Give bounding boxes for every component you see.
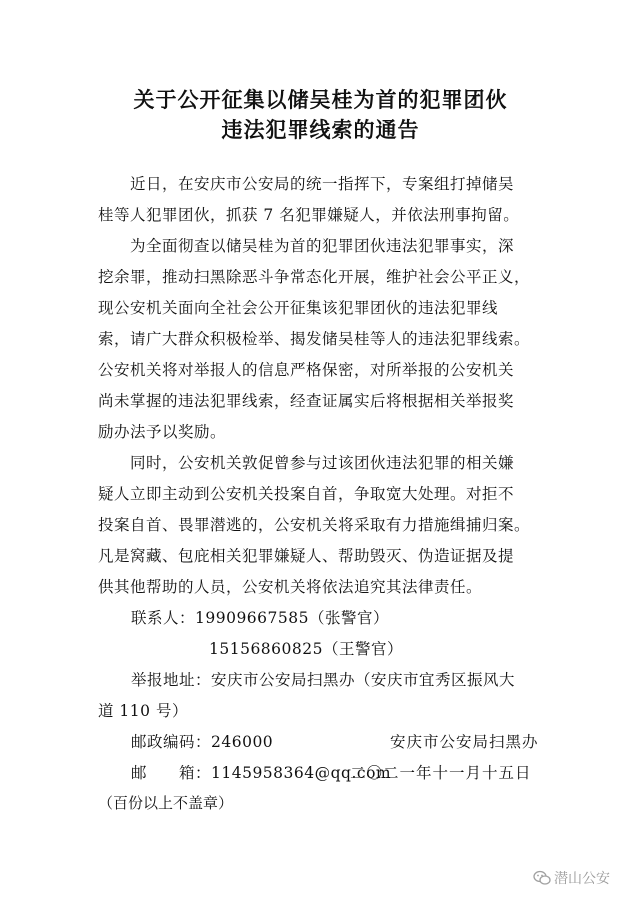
body-line: 索，请广大群众积极检举、揭发储吴桂等人的违法犯罪线索。 [98, 330, 531, 348]
watermark [533, 868, 610, 888]
body-line: 现公安机关面向全社会公开征集该犯罪团伙的违法犯罪线 [98, 299, 499, 317]
contact-person-2: 15156860825（王警官） [209, 640, 403, 658]
signature-org: 安庆市公安局扫黑办 [390, 733, 539, 751]
body-line: 为全面彻查以储吴桂为首的犯罪团伙违法犯罪事实，深 [98, 237, 515, 255]
body-line: 近日，在安庆市公安局的统一指挥下，专案组打掉储吴 [98, 175, 515, 193]
signature-date: 二〇二一年十一月十五日 [350, 764, 532, 782]
page-title-line-2: 违法犯罪线索的通告 [221, 118, 420, 142]
email: 邮 箱：1145958364@qq.com [131, 764, 392, 782]
body-line: 励办法予以奖励。 [98, 423, 227, 441]
body-line: 供其他帮助的人员，公安机关将依法追究其法律责任。 [98, 578, 483, 596]
report-address-cont: 道 110 号） [98, 702, 188, 720]
body-line: 同时，公安机关敦促曾参与过该团伙违法犯罪的相关嫌 [98, 454, 515, 472]
postcode: 邮政编码：246000 [131, 733, 274, 751]
body-line: 投案自首、畏罪潜逃的，公安机关将采取有力措施缉捕归案。 [98, 516, 531, 534]
page-title-line-1: 关于公开征集以储吴桂为首的犯罪团伙 [133, 88, 508, 112]
seal-note: （百份以上不盖章） [98, 794, 234, 812]
body-line: 尚未掌握的违法犯罪线索，经查证属实后将根据相关举报奖 [98, 392, 515, 410]
body-line: 公安机关将对举报人的信息严格保密，对所举报的公安机关 [98, 361, 515, 379]
body-line: 疑人立即主动到公安机关投案自首，争取宽大处理。对拒不 [98, 485, 515, 503]
contact-person: 联系人：19909667585（张警官） [131, 609, 389, 627]
report-address: 举报地址：安庆市公安局扫黑办（安庆市宜秀区振风大 [131, 671, 516, 689]
body-line: 凡是窝藏、包庇相关犯罪嫌疑人、帮助毁灭、伪造证据及提 [98, 547, 515, 565]
body-line: 桂等人犯罪团伙，抓获 7 名犯罪嫌疑人，并依法刑事拘留。 [98, 206, 520, 224]
watermark-text: 潜山公安 [554, 871, 610, 887]
wechat-icon [533, 870, 551, 886]
body-line: 挖余罪，推动扫黑除恶斗争常态化开展，维护社会公平正义， [98, 268, 531, 286]
